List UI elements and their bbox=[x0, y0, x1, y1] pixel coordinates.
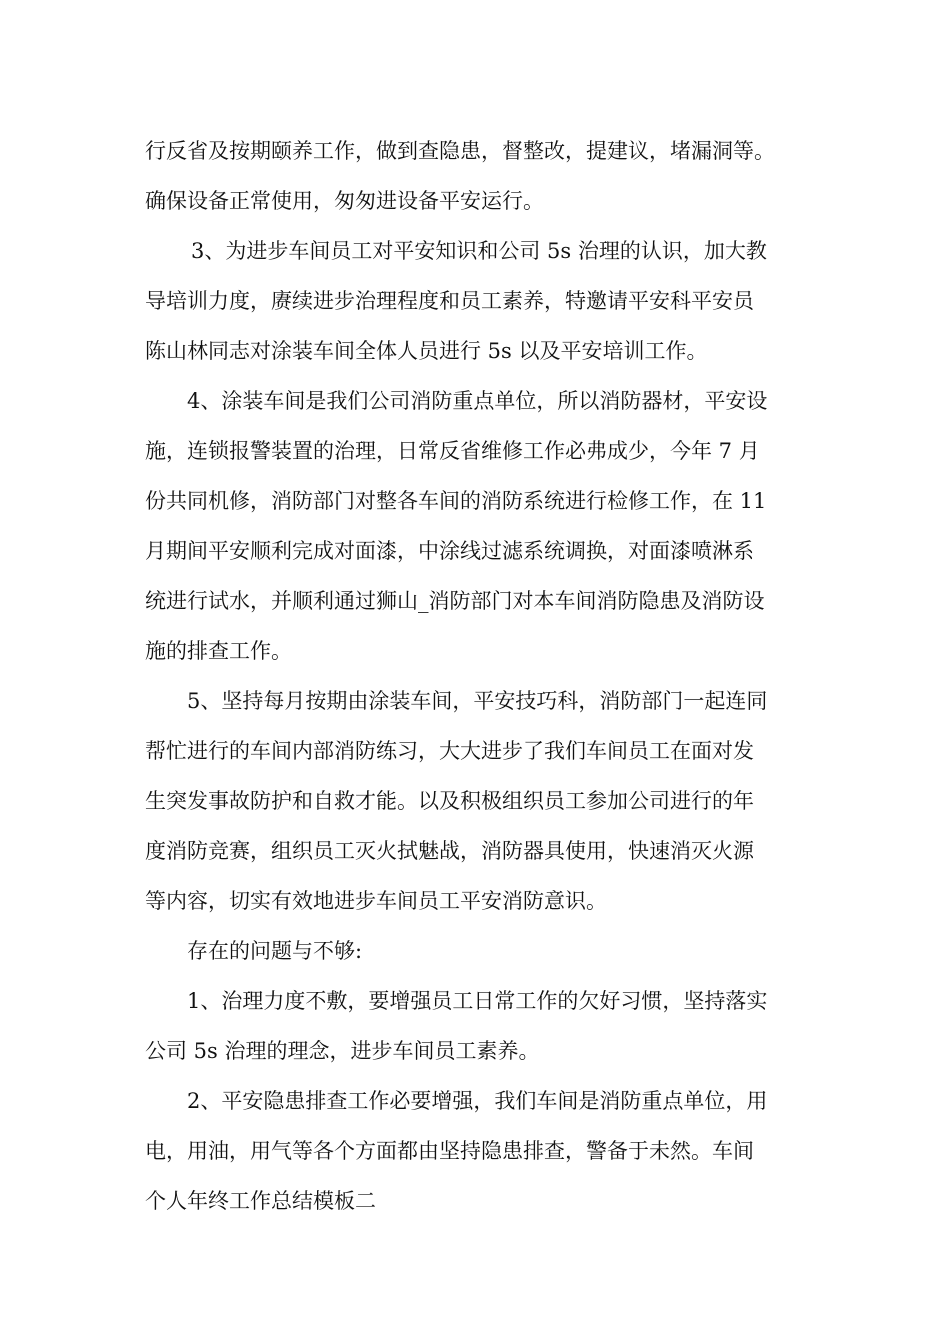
text-line: 电，用油，用气等各个方面都由坚持隐患排查，警备于未然。车间 bbox=[145, 1139, 754, 1163]
text-line: 施的排查工作。 bbox=[145, 639, 292, 663]
text-line: 1、治理力度不敷，要增强员工日常工作的欠好习惯，坚持落实 bbox=[187, 989, 768, 1013]
text-line: 3、为进步车间员工对平安知识和公司 5s 治理的认识，加大教 bbox=[191, 239, 767, 263]
text-line: 等内容，切实有效地进步车间员工平安消防意识。 bbox=[145, 889, 607, 913]
text-line: 导培训力度，赓续进步治理程度和员工素养，特邀请平安科平安员 bbox=[145, 289, 754, 313]
text-line: 个人年终工作总结模板二 bbox=[145, 1189, 376, 1213]
text-line: 份共同机修，消防部门对整各车间的消防系统进行检修工作，在 11 bbox=[145, 489, 767, 513]
text-line: 4、涂装车间是我们公司消防重点单位，所以消防器材，平安设 bbox=[187, 389, 768, 413]
text-line: 确保设备正常使用，匆匆进设备平安运行。 bbox=[145, 189, 544, 213]
text-line: 统进行试水，并顺利通过狮山_消防部门对本车间消防隐患及消防设 bbox=[145, 589, 765, 613]
text-line: 2、平安隐患排查工作必要增强，我们车间是消防重点单位，用 bbox=[187, 1089, 768, 1113]
text-line: 帮忙进行的车间内部消防练习，大大进步了我们车间员工在面对发 bbox=[145, 739, 754, 763]
text-line: 行反省及按期颐养工作，做到查隐患，督整改，提建议，堵漏洞等。 bbox=[145, 139, 775, 163]
text-line: 施，连锁报警装置的治理，日常反省维修工作必弗成少，今年 7 月 bbox=[145, 439, 760, 463]
text-line: 5、坚持每月按期由涂装车间，平安技巧科，消防部门一起连同 bbox=[187, 689, 768, 713]
document-body bbox=[145, 126, 815, 1226]
section-heading: 存在的问题与不够: bbox=[187, 939, 363, 963]
text-line: 生突发事故防护和自救才能。以及积极组织员工参加公司进行的年 bbox=[145, 789, 754, 813]
text-line: 陈山林同志对涂装车间全体人员进行 5s 以及平安培训工作。 bbox=[145, 339, 708, 363]
text-line: 度消防竞赛，组织员工灭火拭魅战，消防器具使用，快速消灭火源 bbox=[145, 839, 754, 863]
text-line: 月期间平安顺利完成对面漆，中涂线过滤系统调换，对面漆喷淋系 bbox=[145, 539, 754, 563]
text-line: 公司 5s 治理的理念，进步车间员工素养。 bbox=[145, 1039, 540, 1063]
